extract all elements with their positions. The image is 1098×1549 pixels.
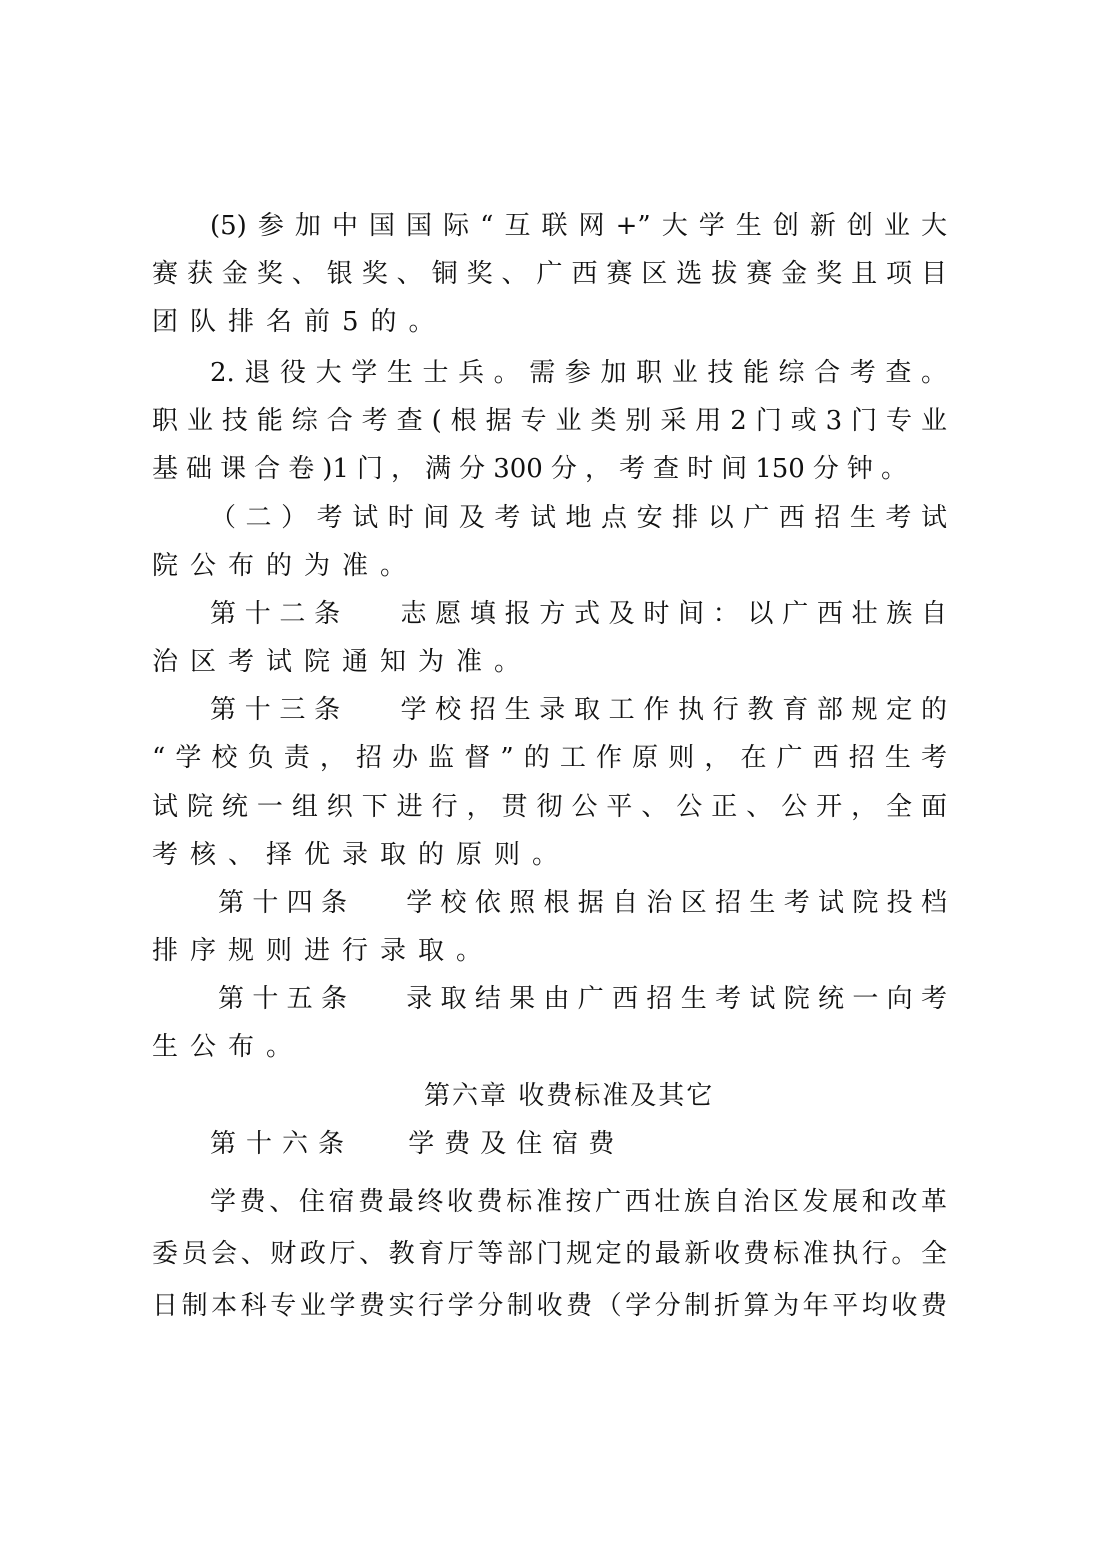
veteran-line-3: 基础课合卷)1门，满分300分，考查时间150分钟。 xyxy=(152,454,907,484)
fees-line-1: 学费、住宿费最终收费标准按广西壮族自治区发展和改革 xyxy=(210,1187,947,1217)
article-13-line-4: 考核、择优录取的原则。 xyxy=(152,840,571,870)
article-13-line-1: 第十三条 学校招生录取工作执行教育部规定的 xyxy=(210,695,947,725)
chapter-heading: 第六章 收费标准及其它 xyxy=(424,1081,715,1111)
veteran-line-1: 2.退役大学生士兵。需参加职业技能综合考查。 xyxy=(210,358,947,388)
article-15-line-2: 生公布。 xyxy=(152,1032,305,1062)
item-5-line-1: (5)参加中国国际“互联网+”大学生创新创业大 xyxy=(210,211,947,241)
article-12-line-2: 治区考试院通知为准。 xyxy=(152,647,533,677)
item-5-line-3: 团队排名前5的。 xyxy=(152,307,447,337)
article-14-line-1: 第十四条 学校依照根据自治区招生考试院投档 xyxy=(218,888,947,918)
article-15-line-1: 第十五条 录取结果由广西招生考试院统一向考 xyxy=(218,984,947,1014)
article-14-line-2: 排序规则进行录取。 xyxy=(152,936,495,966)
fees-line-2: 委员会、财政厅、教育厅等部门规定的最新收费标准执行。全 xyxy=(152,1239,947,1269)
article-16-title: 第十六条 学费及住宿费 xyxy=(210,1129,625,1159)
item-5-line-2: 赛获金奖、银奖、铜奖、广西赛区选拔赛金奖且项目 xyxy=(152,259,947,289)
exam-schedule-line-1: （二）考试时间及考试地点安排以广西招生考试 xyxy=(210,503,947,533)
article-12-line-1: 第十二条 志愿填报方式及时间：以广西壮族自 xyxy=(210,599,947,629)
exam-schedule-line-2: 院公布的为准。 xyxy=(152,551,419,581)
veteran-line-2: 职业技能综合考查(根据专业类别采用2门或3门专业 xyxy=(152,406,947,436)
article-13-line-3: 试院统一组织下进行，贯彻公平、公正、公开，全面 xyxy=(152,792,947,822)
article-13-line-2: “学校负责，招办监督”的工作原则，在广西招生考 xyxy=(152,743,947,773)
fees-line-3: 日制本科专业学费实行学分制收费（学分制折算为年平均收费 xyxy=(152,1291,947,1321)
